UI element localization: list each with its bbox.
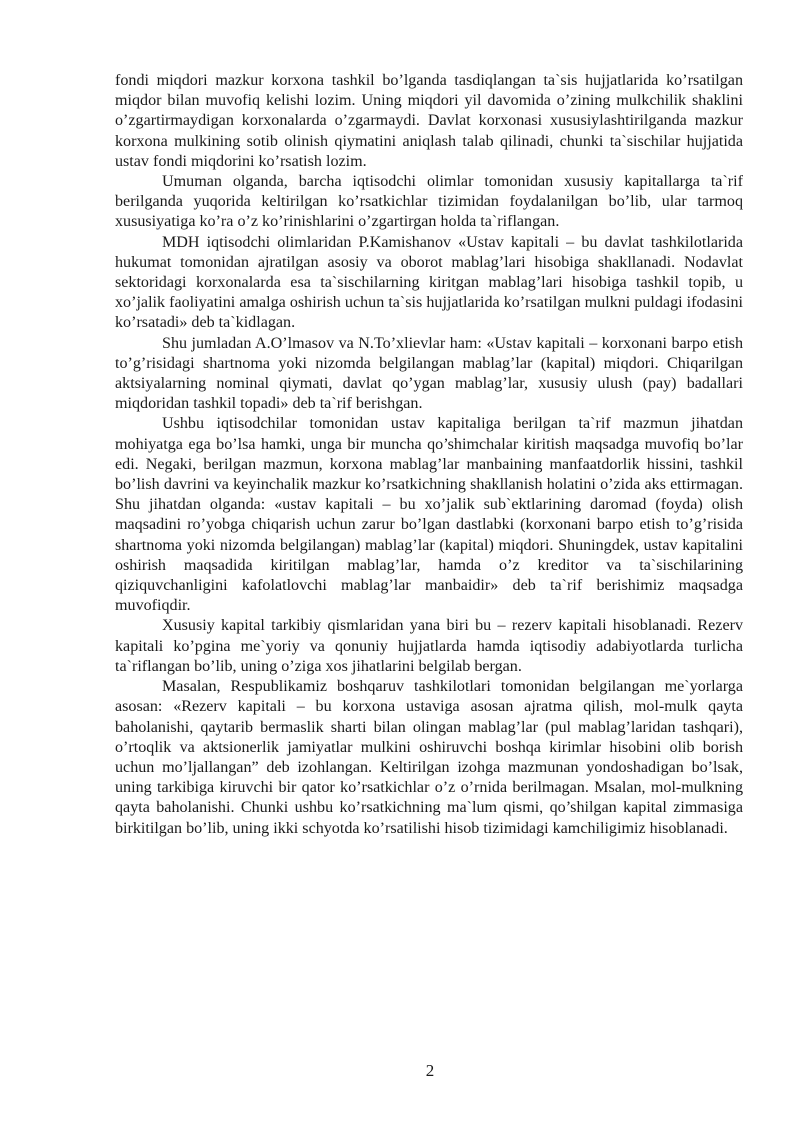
paragraph-1: fondi miqdori mazkur korxona tashkil bo’lganda tasdiqlangan ta`sis hujjatlarida ko’rsatilgan miqdor bilan muvofiq kelishi lozim. Uning miqdori yil davomida o’zining mulkchilik shaklini o’zgartirmaydigan korxonalarda o’zgarmaydi. Davlat korxonasi xususiylashtirilganda mazkur korxona mulkining sotib olinish qiymatini aniqlash talab qilinadi, chunki ta`sischilar hujjatida ustav fondi miqdorini ko’rsatish lozim. [115,72,743,170]
document-body [115,71,743,839]
paragraph-6: Xususiy kapital tarkibiy qismlaridan yana biri bu – rezerv kapitali hisoblanadi. Rezerv kapitali ko’pgina me`yoriy va qonuniy hujjatlarda hamda iqtisodiy adabiyotlarda turlicha ta`riflangan bo’lib, uning o’ziga xos jihatlarini belgilab bergan. [115,617,743,675]
paragraph-3: MDH iqtisodchi olimlaridan P.Kamishanov «Ustav kapitali – bu davlat tashkilotlarida hukumat tomonidan ajratilgan asosiy va oborot mablag’lari hisobiga shakllanadi. Nodavlat sektoridagi korxonalarda esa ta`sischilarning kiritgan mablag’lari hisobiga tashkil topib, u xo’jalik faoliyatini amalga oshirish uchun ta`sis hujjatlarida ko’rsatilgan mulkni puldagi ifodasini ko’rsatadi» deb ta`kidlagan. [115,233,743,332]
page-number: 2 [425,1061,435,1080]
paragraph-2: Umuman olganda, barcha iqtisodchi olimlar tomonidan xususiy kapitallarga ta`rif berilganda yuqorida keltirilgan ko’rsatkichlar tizimidan foydalanilgan bo’lib, ular tarmoq xususiyatiga ko’ra o’z ko’rinishlarini o’zgartirgan holda ta`riflangan. [115,173,743,231]
paragraph-7: Masalan, Respublikamiz boshqaruv tashkilotlari tomonidan belgilangan me`yorlarga asosan: «Rezerv kapitali – bu korxona ustaviga asosan ajratma qilish, mol-mulk qayta baholanishi, qaytarib bermaslik sharti bilan olingan mablag’lar (pul mablag’laridan tashqari), o’rtoqlik va aktsionerlik jamiyatlar mulkini oshiruvchi boshqa kirimlar hisobini olib borish uchun mo’ljallangan” deb izohlangan. Keltirilgan izohga mazmunan yondoshadigan bo’lsak, uning tarkibiga kiruvchi bir qator ko’rsatkichlar o’z o’rnida berilmagan. Msalan, mol-mulkning qayta baholanishi. Chunki ushbu ko’rsatkichning ma`lum qismi, qo’shilgan kapital zimmasiga birkitilgan bo’lib, uning ikki schyotda ko’rsatilishi hisob tizimidagi kamchiligimiz hisoblanadi. [115,678,743,837]
paragraph-4: Shu jumladan A.O’lmasov va N.To’xlievlar ham: «Ustav kapitali – korxonani barpo etish to’g’risidagi shartnoma yoki nizomda belgilangan mablag’lar (kapital) miqdori. Chiqarilgan aktsiyalarning nominal qiymati, davlat qo’ygan mablag’lar, xususiy ulush (pay) badallari miqdoridan tashkil topadi» deb ta`rif berishgan. [115,334,743,413]
paragraph-5: Ushbu iqtisodchilar tomonidan ustav kapitaliga berilgan ta`rif mazmun jihatdan mohiyatga ega bo’lsa hamki, unga bir muncha qo’shimchalar kiritish maqsadga muvofiq bo’lar edi. Negaki, berilgan mazmun, korxona mablag’lar manbaining manfaatdorlik hissini, tashkil bo’lish davrini va keyinchalik mazkur ko’rsatkichning shakllanish holatini o’zida aks ettirmagan. Shu jihatdan olganda: «ustav kapitali – bu xo’jalik sub`ektlarining daromad (foyda) olish maqsadini ro’yobga chiqarish uchun zarur bo’lgan dastlabki (korxonani barpo etish to’g’risida shartnoma yoki nizomda belgilangan) mablag’lar (kapital) miqdori. Shuningdek, ustav kapitalini oshirish maqsadida kiritilgan mablag’lar, hamda o’z kreditor va ta`sischilarining qiziquvchanligini kafolatlovchi mablag’lar manbaidir» deb ta`rif berishimiz maqsadga muvofiqdir. [115,415,743,615]
